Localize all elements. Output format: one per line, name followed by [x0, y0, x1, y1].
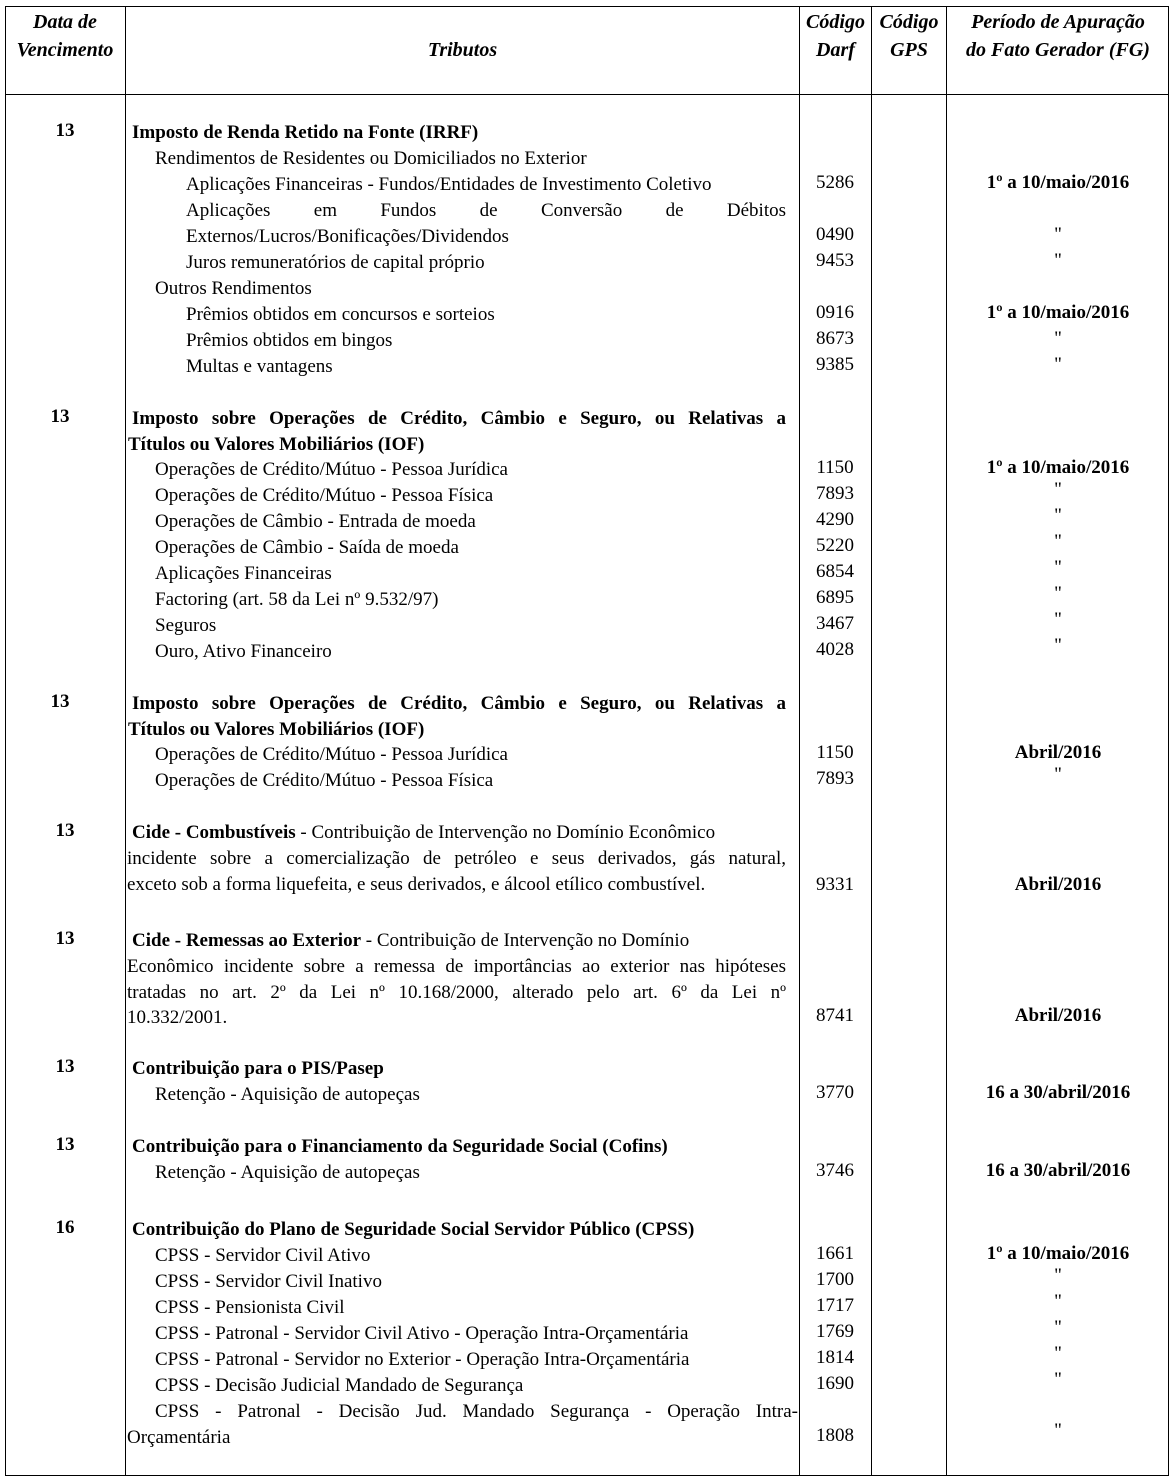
tax-item: Orçamentária — [127, 1427, 231, 1448]
tax-title: Títulos ou Valores Mobiliários (IOF) — [128, 719, 425, 740]
period: " — [1054, 635, 1062, 656]
tax-text: - Contribuição de Intervenção no Domínio — [361, 930, 690, 951]
tax-item: CPSS - Patronal - Decisão Jud. Mandado Segurança - Operação Intra- — [155, 1401, 798, 1422]
tax-item: Externos/Lucros/Bonificações/Dividendos — [186, 226, 509, 247]
darf-code: 1690 — [816, 1373, 854, 1394]
period: " — [1054, 583, 1062, 604]
tax-item: CPSS - Patronal - Servidor Civil Ativo - Operação Intra-Orçamentária — [155, 1323, 689, 1344]
tax-item: Juros remuneratórios de capital próprio — [186, 252, 485, 273]
darf-code: 9385 — [816, 354, 854, 375]
tax-text: incidente sobre a comercialização de petróleo e seus derivados, gás natural, — [127, 848, 786, 869]
darf-code: 1814 — [816, 1347, 854, 1368]
tax-title: Contribuição para o PIS/Pasep — [132, 1058, 384, 1079]
due-date: 13 — [55, 820, 75, 841]
due-date: 13 — [55, 1134, 75, 1155]
tax-title: Cide - Combustíveis — [132, 822, 296, 843]
tax-item: CPSS - Patronal - Servidor no Exterior - Operação Intra-Orçamentária — [155, 1349, 690, 1370]
darf-code: 1717 — [816, 1295, 854, 1316]
darf-code: 0916 — [816, 302, 854, 323]
due-date: 13 — [50, 406, 70, 427]
darf-code: 3770 — [816, 1082, 854, 1103]
tax-item: Operações de Crédito/Mútuo - Pessoa Jurídica — [155, 744, 508, 765]
due-date: 13 — [50, 691, 70, 712]
period: " — [1054, 1420, 1062, 1441]
header-tributos: Tributos — [427, 39, 498, 61]
darf-code: 1769 — [816, 1321, 854, 1342]
darf-code: 1661 — [816, 1243, 854, 1264]
tax-item: Aplicações Financeiras — [155, 563, 332, 584]
period: " — [1054, 1369, 1062, 1390]
period: " — [1054, 1317, 1062, 1338]
period: " — [1054, 557, 1062, 578]
period: " — [1054, 1265, 1062, 1286]
darf-code: 4290 — [816, 509, 854, 530]
period: " — [1054, 354, 1062, 375]
darf-code: 1700 — [816, 1269, 854, 1290]
tax-item: Seguros — [155, 615, 217, 636]
period: Abril/2016 — [1014, 742, 1102, 763]
darf-code: 3746 — [816, 1160, 854, 1181]
period: Abril/2016 — [1014, 1005, 1102, 1026]
darf-code: 4028 — [816, 639, 854, 660]
darf-code: 7893 — [816, 768, 854, 789]
darf-code: 8673 — [816, 328, 854, 349]
header-periodo: Período de Apuração do Fato Gerador (FG) — [966, 11, 1150, 61]
darf-code: 6854 — [816, 561, 854, 582]
period: " — [1054, 609, 1062, 630]
header-darf: Código Darf — [806, 11, 865, 61]
tax-subgroup: Rendimentos de Residentes ou Domiciliados no Exterior — [155, 148, 587, 169]
column-divider — [946, 6, 947, 1476]
period: 16 a 30/abril/2016 — [985, 1160, 1131, 1181]
tax-item: Aplicações em Fundos de Conversão de Débitos — [186, 200, 786, 221]
darf-code: 0490 — [816, 224, 854, 245]
tax-item: Aplicações Financeiras - Fundos/Entidades de Investimento Coletivo — [186, 174, 712, 195]
darf-code: 3467 — [816, 613, 854, 634]
tax-item: CPSS - Servidor Civil Inativo — [155, 1271, 382, 1292]
darf-code: 8741 — [816, 1005, 854, 1026]
tax-item: Prêmios obtidos em bingos — [186, 330, 393, 351]
tax-item: CPSS - Servidor Civil Ativo — [155, 1245, 371, 1266]
tax-item: CPSS - Pensionista Civil — [155, 1297, 345, 1318]
tax-item: Operações de Crédito/Mútuo - Pessoa Jurídica — [155, 459, 508, 480]
tax-title: Cide - Remessas ao Exterior — [132, 930, 362, 951]
darf-code: 5286 — [816, 172, 854, 193]
period: " — [1054, 328, 1062, 349]
darf-code: 1150 — [816, 742, 854, 763]
tax-text: Econômico incidente sobre a remessa de importâncias ao exterior nas hipóteses — [127, 956, 786, 977]
darf-code: 9331 — [816, 874, 854, 895]
tax-text: tratadas no art. 2º da Lei nº 10.168/2000, alterado pelo art. 6º da Lei nº — [127, 982, 786, 1003]
tax-title: Contribuição do Plano de Seguridade Social Servidor Público (CPSS) — [132, 1219, 695, 1240]
tax-item: CPSS - Decisão Judicial Mandado de Segurança — [155, 1375, 524, 1396]
tax-text: - Contribuição de Intervenção no Domínio Econômico — [295, 822, 716, 843]
period: " — [1054, 250, 1062, 271]
period: " — [1054, 479, 1062, 500]
darf-code: 7893 — [816, 483, 854, 504]
due-date: 16 — [55, 1217, 75, 1238]
tax-item: Retenção - Aquisição de autopeças — [155, 1084, 420, 1105]
period: " — [1054, 1343, 1062, 1364]
tax-title: Contribuição para o Financiamento da Seguridade Social (Cofins) — [132, 1136, 668, 1157]
tax-item: Ouro, Ativo Financeiro — [155, 641, 332, 662]
darf-code: 1150 — [816, 457, 854, 478]
darf-code: 6895 — [816, 587, 854, 608]
period: 1º a 10/maio/2016 — [986, 457, 1130, 478]
tax-item: Operações de Câmbio - Saída de moeda — [155, 537, 459, 558]
tax-item: Operações de Câmbio - Entrada de moeda — [155, 511, 476, 532]
tax-item: Factoring (art. 58 da Lei nº 9.532/97) — [155, 589, 439, 610]
period: " — [1054, 531, 1062, 552]
tax-item: Operações de Crédito/Mútuo - Pessoa Física — [155, 770, 494, 791]
tax-item: Prêmios obtidos em concursos e sorteios — [186, 304, 495, 325]
header-divider — [5, 94, 1169, 95]
tax-description — [132, 928, 689, 954]
tax-title: Imposto de Renda Retido na Fonte (IRRF) — [132, 122, 479, 143]
period: 16 a 30/abril/2016 — [985, 1082, 1131, 1103]
tax-item: Retenção - Aquisição de autopeças — [155, 1162, 420, 1183]
period: " — [1054, 764, 1062, 785]
period: " — [1054, 505, 1062, 526]
due-date: 13 — [55, 120, 75, 141]
tax-item: Operações de Crédito/Mútuo - Pessoa Física — [155, 485, 494, 506]
period: 1º a 10/maio/2016 — [986, 1243, 1130, 1264]
period: 1º a 10/maio/2016 — [986, 302, 1130, 323]
tax-item: Multas e vantagens — [186, 356, 333, 377]
due-date: 13 — [55, 1056, 75, 1077]
column-divider — [125, 6, 126, 1476]
tax-text: exceto sob a forma liquefeita, e seus derivados, e álcool etílico combustível. — [127, 874, 706, 895]
period: 1º a 10/maio/2016 — [986, 172, 1130, 193]
period: " — [1054, 224, 1062, 245]
tax-subgroup: Outros Rendimentos — [155, 278, 312, 299]
tax-description — [132, 820, 715, 846]
darf-code: 1808 — [816, 1425, 854, 1446]
tax-text: 10.332/2001. — [127, 1007, 228, 1028]
darf-code: 9453 — [816, 250, 854, 271]
tax-title: Imposto sobre Operações de Crédito, Câmbio e Seguro, ou Relativas a — [132, 693, 786, 714]
tax-title: Títulos ou Valores Mobiliários (IOF) — [128, 434, 425, 455]
period: " — [1054, 1291, 1062, 1312]
header-date: Data de Vencimento — [16, 11, 114, 61]
column-divider — [871, 6, 872, 1476]
tax-title: Imposto sobre Operações de Crédito, Câmbio e Seguro, ou Relativas a — [132, 408, 786, 429]
due-date: 13 — [55, 928, 75, 949]
darf-code: 5220 — [816, 535, 854, 556]
period: Abril/2016 — [1014, 874, 1102, 895]
header-gps: Código GPS — [879, 11, 939, 61]
